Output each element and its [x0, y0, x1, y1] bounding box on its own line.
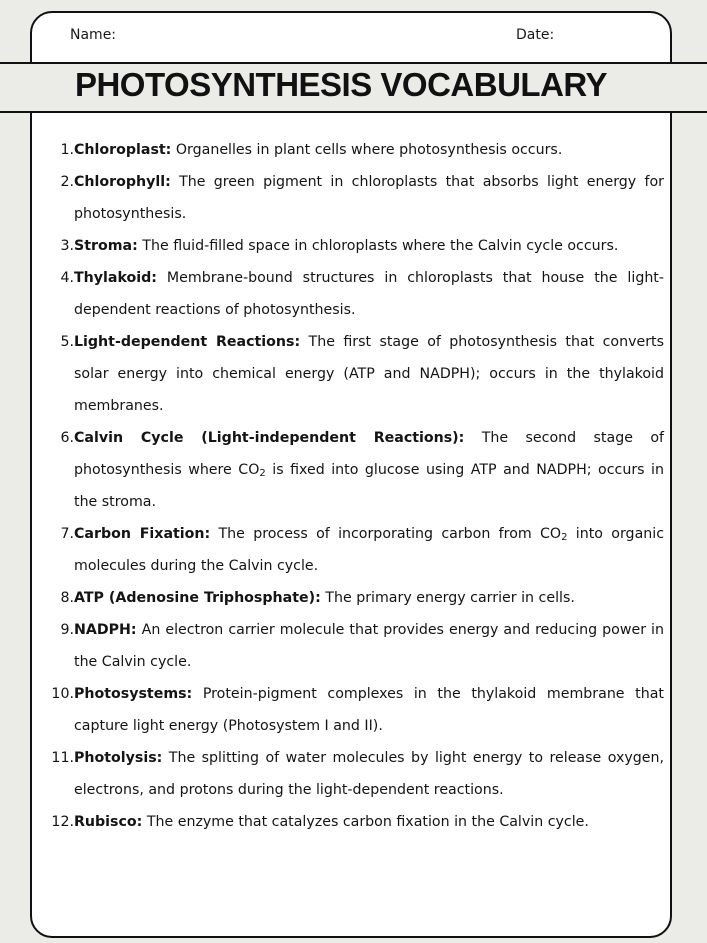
vocab-definition: Organelles in plant cells where photosynthesis occurs. — [175, 142, 563, 158]
vocab-item-light-dependent-reactions — [60, 326, 664, 422]
vocab-definition: The enzyme that catalyzes carbon fixation in the Calvin cycle. — [146, 814, 589, 830]
subscript-2: 2 — [561, 532, 568, 543]
vocab-term: NADPH: — [74, 622, 137, 638]
vocab-definition: The primary energy carrier in cells. — [325, 590, 575, 606]
vocab-item-photosystems — [51, 678, 664, 742]
name-label: Name: — [70, 27, 117, 43]
vocab-term: Thylakoid: — [74, 270, 157, 286]
vocab-definition: Protein-pigment complexes in the thylakoid membrane that capture light energy (Photosystem I and II). — [74, 686, 664, 734]
vocab-definition-part: The second stage of photosynthesis where CO — [74, 430, 665, 478]
vocab-item-calvin-cycle — [60, 422, 665, 518]
vocab-definition-part: The process of incorporating carbon from CO — [218, 526, 562, 542]
item-number: 2. — [60, 174, 74, 190]
vocab-term: Rubisco: — [74, 814, 143, 830]
vocab-definition-part: is fixed into glucose using ATP and NADPH; occurs in the stroma. — [74, 462, 664, 510]
item-number: 3. — [60, 238, 74, 254]
vocab-item-chlorophyll — [60, 166, 664, 230]
vocab-term: Stroma: — [74, 238, 138, 254]
vocab-item-chloroplast — [60, 134, 664, 166]
item-number: 12. — [51, 814, 74, 830]
vocab-definition: An electron carrier molecule that provides energy and reducing power in the Calvin cycle. — [74, 622, 664, 670]
item-number: 11. — [51, 750, 74, 766]
item-number: 4. — [60, 270, 74, 286]
vocab-term: Photolysis: — [74, 750, 163, 766]
page-title: PHOTOSYNTHESIS VOCABULARY — [74, 66, 608, 103]
date-label: Date: — [516, 27, 555, 43]
vocab-term: Carbon Fixation: — [74, 526, 211, 542]
vocab-item-photolysis — [51, 742, 664, 806]
vocab-term: Photosystems: — [74, 686, 193, 702]
vocab-definition: The green pigment in chloroplasts that absorbs light energy for photosynthesis. — [74, 174, 664, 222]
vocab-term: Light-dependent Reactions: — [74, 334, 301, 350]
vocab-item-thylakoid — [60, 262, 664, 326]
vocab-definition-part: into organic molecules during the Calvin cycle. — [74, 526, 664, 574]
vocab-definition: The splitting of water molecules by light energy to release oxygen, electrons, and protons during the light-dependent reactions. — [74, 750, 664, 798]
vocab-term: Chloroplast: — [74, 142, 172, 158]
item-number: 7. — [60, 526, 74, 542]
subscript-2: 2 — [259, 468, 266, 479]
item-number: 9. — [60, 622, 74, 638]
vocab-term: Chlorophyll: — [74, 174, 171, 190]
vocab-definition: Membrane-bound structures in chloroplasts that house the light-dependent reactions of photosynthesis. — [74, 270, 664, 318]
vocab-item-stroma — [60, 230, 664, 262]
vocab-definition: The fluid-filled space in chloroplasts where the Calvin cycle occurs. — [142, 238, 619, 254]
vocab-item-rubisco — [51, 806, 664, 838]
vocab-item-carbon-fixation — [60, 518, 664, 582]
vocab-definition: The first stage of photosynthesis that converts solar energy into chemical energy (ATP and NADPH); occurs in the thylakoid membranes. — [74, 334, 664, 414]
vocab-term: Calvin Cycle (Light-independent Reactions): — [74, 430, 465, 446]
vocabulary-list — [51, 134, 665, 838]
item-number: 1. — [60, 142, 74, 158]
item-number: 6. — [60, 430, 74, 446]
item-number: 5. — [60, 334, 74, 350]
vocab-item-atp — [60, 582, 664, 614]
item-number: 8. — [60, 590, 74, 606]
vocab-term: ATP (Adenosine Triphosphate): — [74, 590, 321, 606]
vocab-item-nadph — [60, 614, 664, 678]
item-number: 10. — [51, 686, 74, 702]
